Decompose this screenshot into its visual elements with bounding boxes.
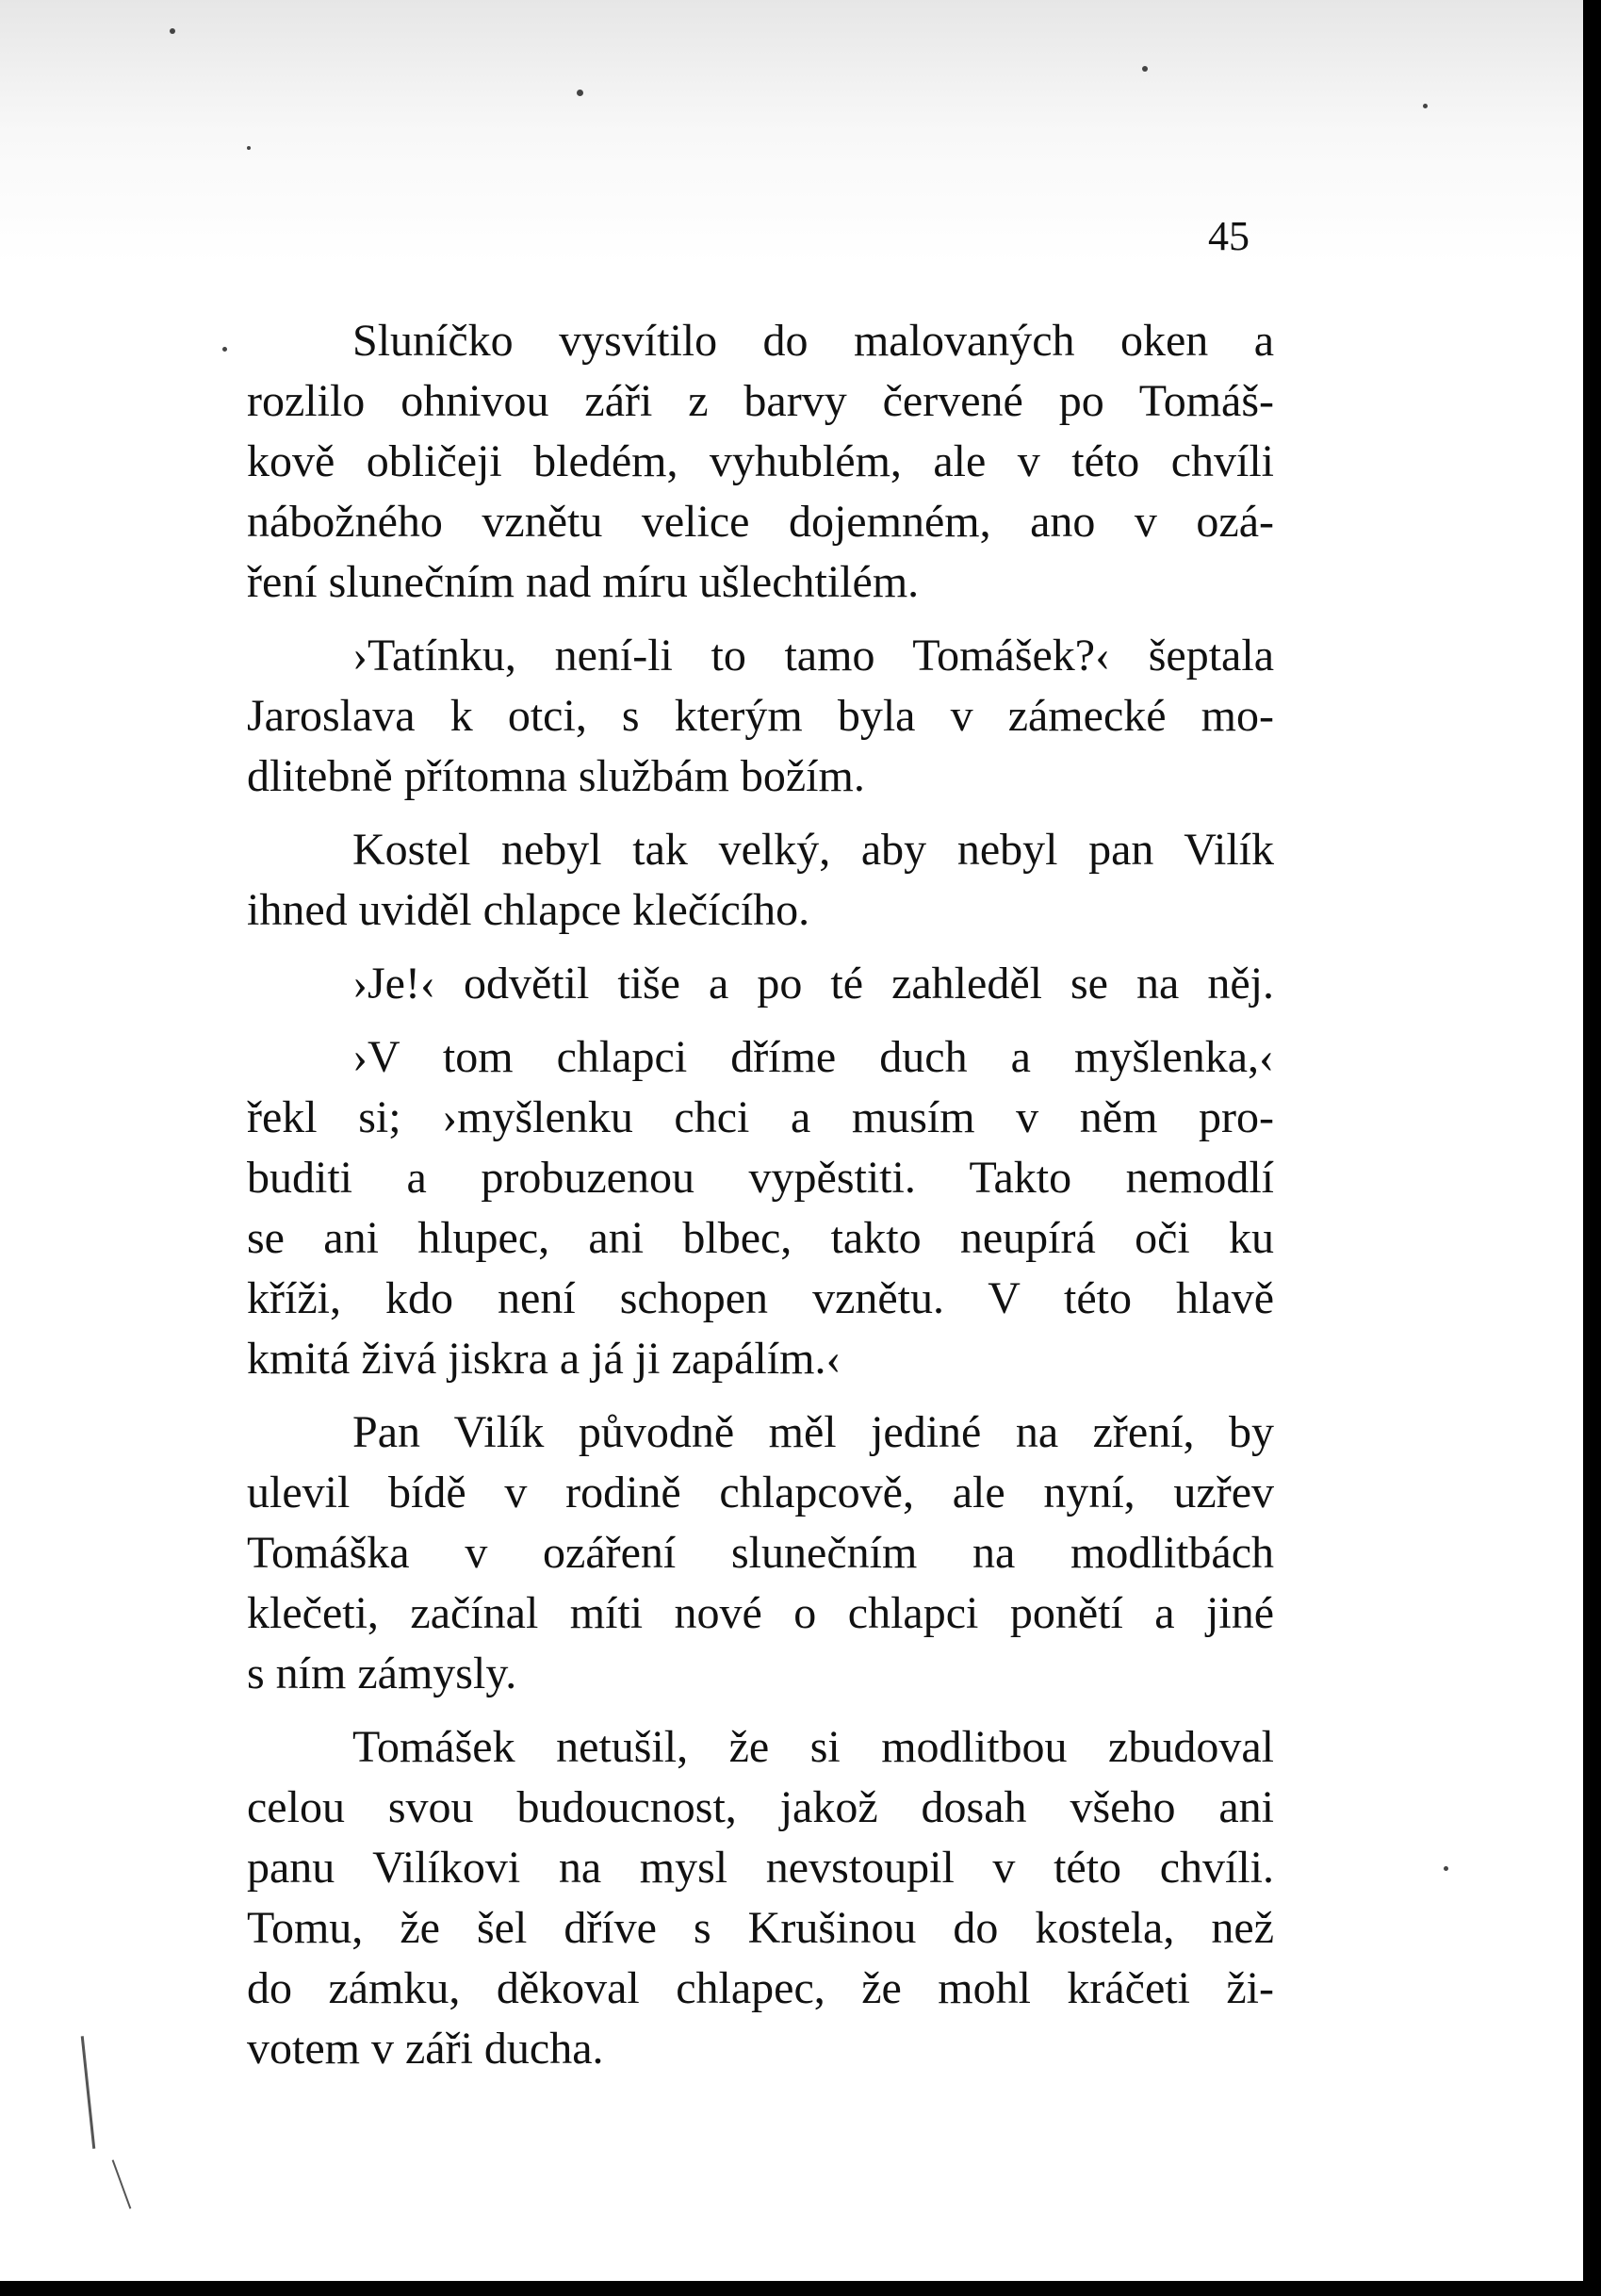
text-line: buditi a probuzenou vypěstiti. Takto nemodlí — [247, 1153, 1274, 1203]
text-line: nábožného vznětu velice dojemném, ano v ozá- — [247, 497, 1274, 547]
text-line: Kostel nebyl tak velký, aby nebyl pan Vilík — [352, 825, 1274, 875]
text-line: Tomu, že šel dříve s Krušinou do kostela, než — [247, 1903, 1274, 1953]
scan-speck — [1423, 104, 1428, 108]
text-line: Tomášek netušil, že si modlitbou zbudoval — [352, 1722, 1274, 1772]
text-line: klečeti, začínal míti nové o chlapci ponětí a jiné — [247, 1588, 1274, 1638]
text-line: ›V tom chlapci dříme duch a myšlenka,‹ — [352, 1032, 1274, 1082]
text-line: celou svou budoucnost, jakož dosah všeho ani — [247, 1782, 1274, 1832]
text-line: ulevil bídě v rodině chlapcově, ale nyní, uzřev — [247, 1468, 1274, 1517]
scan-speck — [1444, 1866, 1448, 1871]
text-line: Tomáška v ozáření slunečním na modlitbách — [247, 1528, 1274, 1578]
text-line: ihned uviděl chlapce klečícího. — [247, 885, 810, 935]
text-line: ření slunečním nad míru ušlechtilém. — [247, 557, 920, 607]
text-line: Sluníčko vysvítilo do malovaných oken a — [352, 316, 1274, 366]
text-line: se ani hlupec, ani blbec, takto neupírá oči ku — [247, 1213, 1274, 1263]
paragraph — [247, 311, 1274, 613]
scan-scratch — [81, 2036, 96, 2149]
paragraph — [247, 626, 1274, 807]
text-line: kříži, kdo není schopen vznětu. V této hlavě — [247, 1273, 1274, 1323]
scan-speck — [247, 146, 251, 150]
paragraph — [247, 1027, 1274, 1389]
paragraph — [247, 820, 1274, 941]
paragraph — [247, 1717, 1274, 2079]
body-text — [247, 311, 1274, 2092]
text-line: kmitá živá jiskra a já ji zapálím.‹ — [247, 1334, 841, 1384]
text-line: ›Tatínku, není-li to tamo Tomášek?‹ šeptala — [352, 631, 1274, 681]
text-line: dlitebně přítomna službám božím. — [247, 751, 865, 801]
scan-speck — [170, 28, 175, 34]
scan-speck — [1142, 66, 1148, 72]
text-line: kově obličeji bledém, vyhublém, ale v této chvíli — [247, 436, 1274, 486]
scan-speck — [222, 347, 227, 352]
paragraph — [247, 954, 1274, 1014]
text-line: Pan Vilík původně měl jediné na zření, by — [352, 1407, 1274, 1457]
text-line: řekl si; ›myšlenku chci a musím v něm pro- — [247, 1092, 1274, 1142]
text-line: Jaroslava k otci, s kterým byla v zámecké mo- — [247, 691, 1274, 741]
text-line: panu Vilíkovi na mysl nevstoupil v této chvíli. — [247, 1843, 1274, 1893]
text-line: votem v záři ducha. — [247, 2024, 604, 2074]
scan-border-right — [1583, 0, 1601, 2296]
scan-border-bottom — [0, 2281, 1601, 2296]
text-line: do zámku, děkoval chlapec, že mohl kráčeti ži- — [247, 1963, 1274, 2013]
paragraph — [247, 1402, 1274, 1704]
text-line: s ním zámysly. — [247, 1648, 517, 1698]
text-line: ›Je!‹ odvětil tiše a po té zahleděl se na něj. — [352, 959, 1274, 1009]
text-line: rozlilo ohnivou záři z barvy červené po Tomáš- — [247, 376, 1274, 426]
scan-scratch — [112, 2159, 132, 2208]
scan-speck — [577, 90, 583, 96]
page-number: 45 — [1208, 213, 1250, 259]
